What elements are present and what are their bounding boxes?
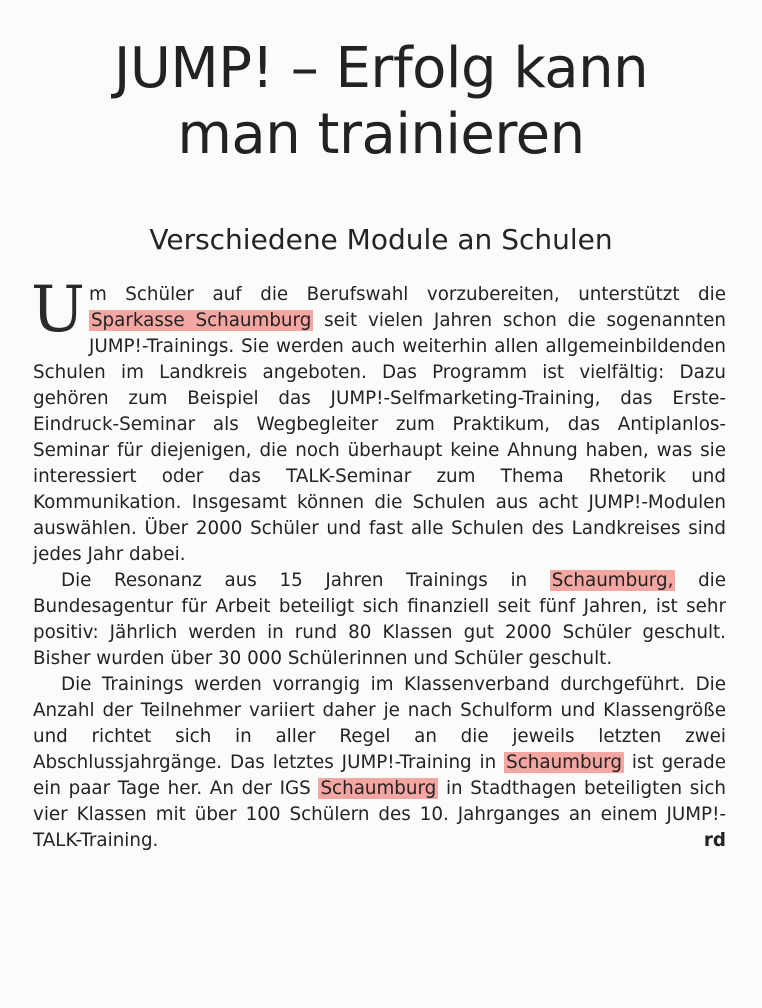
- p3-text-3: in Stadthagen beteiligten sich vier Klassen mit über 100 Schülern des 10. Jahrganges an einem JUMP!-TALK-Training.: [33, 778, 726, 851]
- paragraph-2: [33, 568, 726, 672]
- article-body: [31, 273, 726, 854]
- headline-line-2: man trainieren: [177, 102, 585, 167]
- highlight-schaumburg-2: Schaumburg: [506, 752, 622, 773]
- p1-text-2: seit vielen Jahren schon die sogenannten JUMP!-Trainings. Sie werden auch weiterhin allen allgemeinbildenden Schulen im Landkreis angeboten. Das Programm ist vielfältig: Dazu gehören zum Beispiel das JUMP!-Selfmarketing-Training, das Erste-Eindruck-Seminar als Wegbegleiter zum Praktikum, das Antiplanlos-Seminar für diejenigen, die noch überhaupt keine Ahnung haben, was sie interessiert oder das TALK-Seminar zum Thema Rhetorik und Kommunikation. Insgesamt können die Schulen aus acht JUMP!-Modulen auswählen. Über 2000 Schüler und fast alle Schulen des Landkreises sind jedes Jahr dabei.: [33, 310, 726, 565]
- p3-text-1: Die Trainings werden vorrangig im Klassenverband durchgeführt. Die Anzahl der Teilnehmer variiert daher je nach Schulform und Klassengröße und richtet sich in aller Regel an die jeweils letzten zwei Abschlussjahrgänge. Das letztes JUMP!-Training in: [33, 674, 726, 773]
- headline-line-1: JUMP! – Erfolg kann: [113, 36, 649, 101]
- author-signoff: rd: [703, 830, 726, 851]
- p1-text-1: m Schüler auf die Berufswahl vorzubereiten, unterstützt die: [88, 284, 726, 305]
- paragraph-3: [33, 672, 726, 854]
- highlight-schaumburg-1: Schaumburg,: [551, 570, 674, 591]
- p2-text-2: die Bundesagentur für Arbeit beteiligt sich finanziell seit fünf Jahren, ist sehr positiv: Jährlich werden in rund 80 Klassen gut 2000 Schüler geschult. Bisher wurden über 30 000 Schülerinnen und Schüler geschult.: [33, 570, 726, 669]
- paragraph-1: [31, 273, 726, 568]
- p2-text-1: Die Resonanz aus 15 Jahren Trainings in: [61, 570, 550, 591]
- drop-cap: U: [31, 273, 85, 347]
- p3-text-2: ist gerade ein paar Tage her. An der IGS: [33, 752, 726, 799]
- highlight-sparkasse-schaumburg: Sparkasse Schaumburg: [90, 310, 312, 331]
- subheadline: Verschiedene Module an Schulen: [149, 223, 613, 256]
- highlight-schaumburg-3: Schaumburg: [320, 778, 437, 799]
- headline: [20, 36, 742, 168]
